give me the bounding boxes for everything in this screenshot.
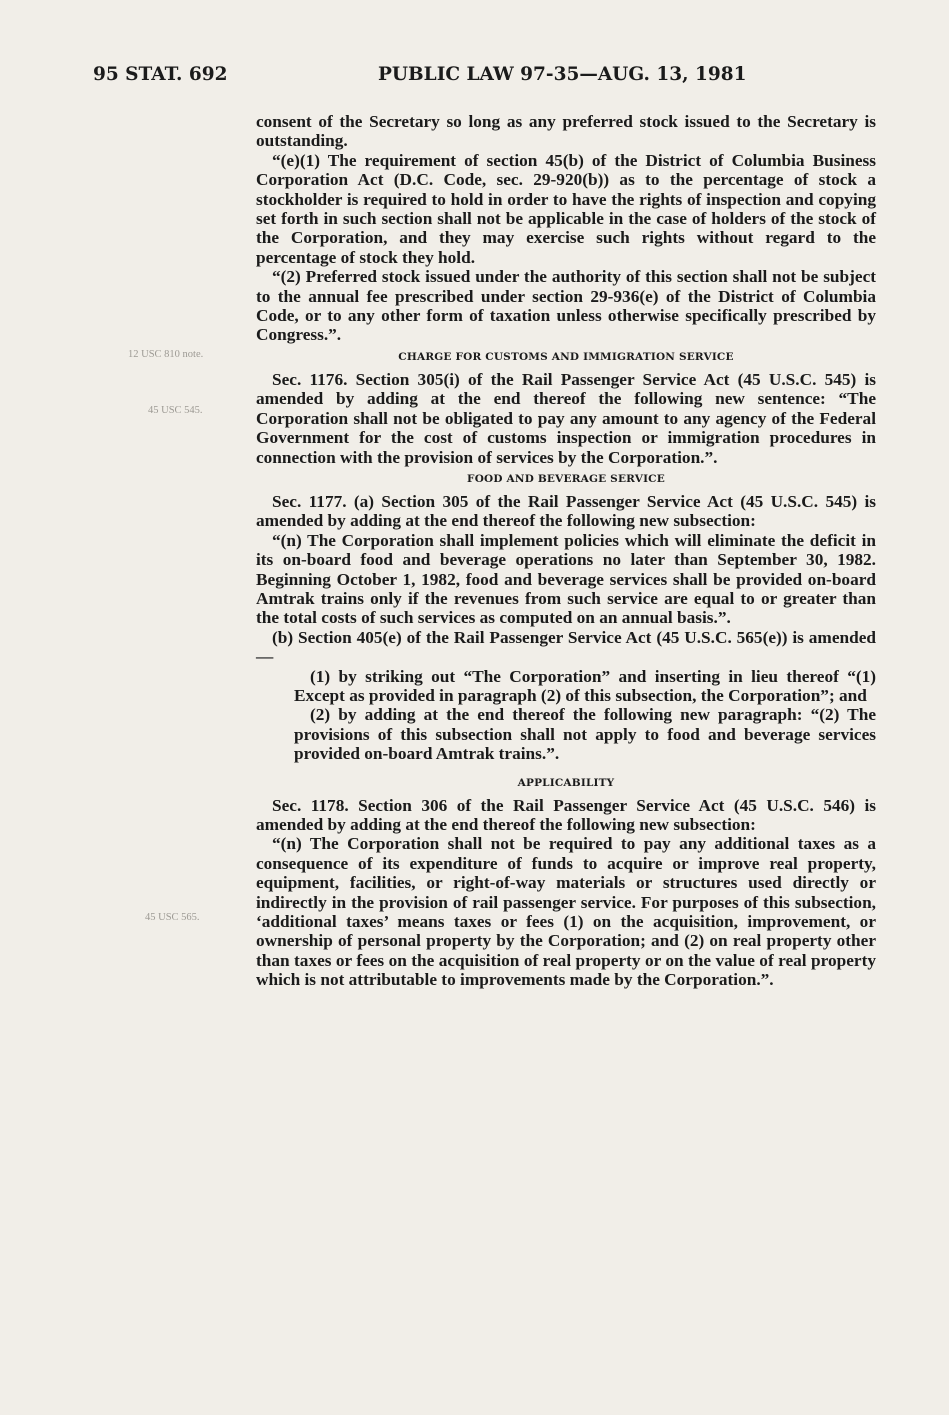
paragraph-sec-1177b: (b) Section 405(e) of the Rail Passenger Service Act (45 U.S.C. 565(e)) is amended— (256, 627, 876, 667)
running-head-title: PUBLIC LAW 97-35—AUG. 13, 1981 (378, 64, 747, 85)
margin-note-usc-810: 12 USC 810 note. (128, 349, 204, 360)
paragraph-item-1: (1) by striking out “The Corporation” and inserting in lieu thereof “(1) Except as provided in paragraph (2) of this subsection, the Corporation”; and (294, 666, 876, 705)
paragraph-subsection-n-taxes: “(n) The Corporation shall not be required to pay any additional taxes as a consequence of its expenditure of funds to acquire or improve real property, equipment, facilities, or right-of-way materials or structures used directly or indirectly in the provision of rail passenger service. For purposes of this subsection, ‘additional taxes’ means taxes or fees (1) on the acquisition, improvement, or ownership of personal property by the Corporation; and (2) on real property other than taxes or fees on the acquisition of real property or on the value of real property which is not attributable to improvements made by the Corporation.”. (256, 834, 876, 990)
paragraph-item-2: (2) by adding at the end thereof the following new paragraph: “(2) The provisions of this subsection shall not apply to food and beverage services provided on-board Amtrak trains.”. (294, 705, 876, 764)
paragraph-subsection-e1: “(e)(1) The requirement of section 45(b) of the District of Columbia Business Corporation Act (D.C. Code, sec. 29-920(b)) as to the percentage of stock a stockholder is required to hold in order to have the rights of inspection and copying set forth in such section shall not be applicable in the case of holders of the stock of the Corporation, and they may exercise such rights without regard to the percentage of stock they hold. (256, 150, 876, 267)
paragraph-subsection-n-food: “(n) The Corporation shall implement policies which will eliminate the deficit in its on-board food and beverage operations no later than September 30, 1982. Beginning October 1, 1982, food and beverage services shall be provided on-board Amtrak trains only if the revenues from such service are equal to or greater than the total costs of such services as computed on an annual basis.”. (256, 530, 876, 628)
paragraph-sec-1178: Sec. 1178. Section 306 of the Rail Passenger Service Act (45 U.S.C. 546) is amended by adding at the end thereof the following new subsection: (256, 795, 876, 834)
margin-note-usc-545: 45 USC 545. (148, 405, 203, 416)
section-heading-food: FOOD AND BEVERAGE SERVICE (467, 472, 665, 485)
section-heading-customs: CHARGE FOR CUSTOMS AND IMMIGRATION SERVICE (398, 350, 734, 363)
paragraph-subsection-e2: “(2) Preferred stock issued under the authority of this section shall not be subject to the annual fee prescribed under section 29-936(e) of the District of Columbia Code, or to any other form of taxation unless otherwise specifically prescribed by Congress.”. (256, 267, 876, 345)
paragraph-sec-1176: Sec. 1176. Section 305(i) of the Rail Passenger Service Act (45 U.S.C. 545) is amended by adding at the end thereof the following new sentence: “The Corporation shall not be obligated to pay any amount to any agency of the Federal Government for the cost of customs inspection or immigration procedures in connection with the provision of services by the Corporation.”. (256, 369, 876, 467)
paragraph-continuation: consent of the Secretary so long as any preferred stock issued to the Secretary is outstanding. (256, 112, 876, 151)
margin-note-usc-565: 45 USC 565. (145, 912, 200, 923)
statute-body (256, 112, 876, 990)
paragraph-sec-1177a: Sec. 1177. (a) Section 305 of the Rail Passenger Service Act (45 U.S.C. 545) is amended by adding at the end thereof the following new subsection: (256, 491, 876, 531)
section-heading-applicability: APPLICABILITY (517, 776, 615, 789)
statute-page-number: 95 STAT. 692 (93, 64, 228, 85)
